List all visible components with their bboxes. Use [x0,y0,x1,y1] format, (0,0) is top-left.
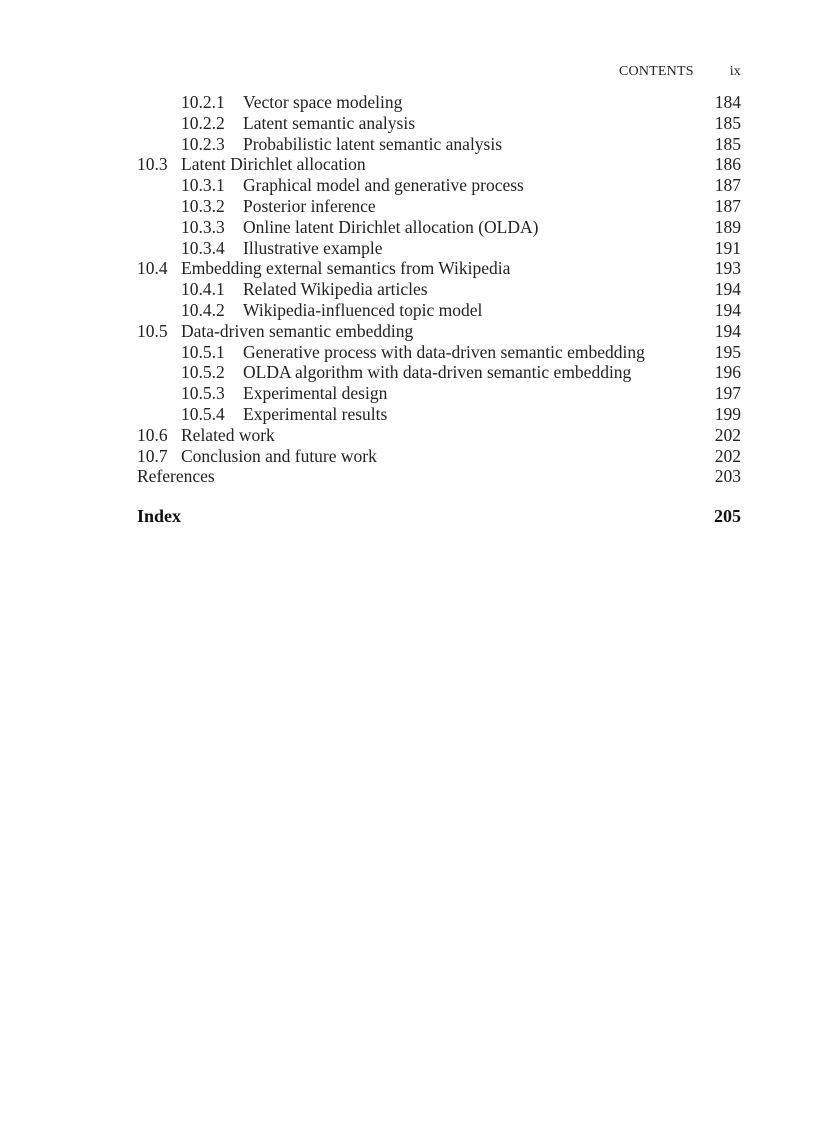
toc-entry-page: 194 [714,279,741,300]
toc-entry-number: 10.5.1 [181,341,225,362]
toc-entry-title: Generative process with data-driven semantic embedding [243,341,645,362]
toc-entry[interactable] [137,134,741,155]
toc-entry[interactable] [137,258,741,279]
toc-entry-title: Illustrative example [243,237,383,258]
toc-entry-page: 203 [714,466,741,487]
toc-entry-title: Related work [181,424,275,445]
toc-entry-page: 184 [714,92,741,112]
toc-entry[interactable] [137,342,741,363]
toc-entry-title: Online latent Dirichlet allocation (OLDA) [243,216,539,237]
toc-entry-page: 195 [714,341,741,362]
toc-entry-page: 185 [714,112,741,133]
toc-entry-index[interactable] [137,505,741,527]
toc-entry-page: 189 [714,216,741,237]
toc-entry-number: 10.2.1 [181,92,225,112]
toc-entry-number: 10.4.1 [181,279,225,300]
toc-entry-number: 10.6 [137,424,168,445]
toc-entry-page: 202 [714,445,741,466]
toc-entry-number: 10.7 [137,445,168,466]
toc-entry-page: 199 [714,403,741,424]
toc-entry[interactable] [137,217,741,238]
toc-entry-title: Vector space modeling [243,92,403,112]
toc-entry-number: 10.3.2 [181,195,225,216]
toc-entry-title: Probabilistic latent semantic analysis [243,133,503,154]
toc-entry-title: Latent semantic analysis [243,112,416,133]
toc-entry-page: 193 [714,258,741,279]
toc-entry[interactable] [137,362,741,383]
toc-entry-title: Posterior inference [243,195,376,216]
toc-entry-title: Latent Dirichlet allocation [181,154,366,175]
toc-entry[interactable] [137,404,741,425]
toc-entry[interactable] [137,238,741,259]
toc-entry-number: 10.2.3 [181,133,225,154]
toc-entry-page: 185 [714,133,741,154]
toc-entry-title: Embedding external semantics from Wikipedia [181,258,511,279]
running-head [137,64,741,84]
toc-entry[interactable] [137,113,741,134]
toc-entry[interactable] [137,92,741,113]
running-head-page-number: ix [729,64,741,79]
toc-entry-page: 196 [714,362,741,383]
toc-entry-page: 194 [714,320,741,341]
toc-entry-number: 10.4 [137,258,168,279]
toc-entry-title: Index [137,506,182,527]
toc-entry-number: 10.3 [137,154,168,175]
toc-entry-title: Experimental design [243,383,388,404]
toc-entry-page: 187 [714,175,741,196]
toc-entry-number: 10.5.4 [181,403,225,424]
toc-entry-title: Conclusion and future work [181,445,377,466]
toc-entry[interactable] [137,175,741,196]
toc-entry[interactable] [137,196,741,217]
toc-entry-title: OLDA algorithm with data-driven semantic embedding [243,362,632,383]
toc-entry-title: Related Wikipedia articles [243,279,428,300]
toc-entry-number: 10.5.2 [181,362,225,383]
toc-entry-number: 10.5 [137,320,168,341]
running-head-title: CONTENTS [618,64,694,79]
toc-entry-title: References [137,466,215,487]
toc-entry-number: 10.5.3 [181,383,225,404]
toc-entry[interactable] [137,279,741,300]
table-of-contents [137,92,741,527]
toc-entry-page: 194 [714,299,741,320]
toc-entry[interactable] [137,425,741,446]
toc-entry[interactable] [137,383,741,404]
toc-entry-title: Data-driven semantic embedding [181,320,414,341]
toc-entry-number: 10.3.3 [181,216,225,237]
toc-entry-page: 205 [714,506,741,527]
toc-entry[interactable] [137,300,741,321]
toc-entry-title: Experimental results [243,403,388,424]
toc-entry-title: Wikipedia-influenced topic model [243,299,483,320]
toc-entry[interactable] [137,466,741,487]
toc-entry-title: Graphical model and generative process [243,175,524,196]
toc-entry[interactable] [137,154,741,175]
toc-entry-page: 197 [714,383,741,404]
toc-entry-page: 187 [714,195,741,216]
toc-entries [137,92,741,487]
toc-entry-page: 186 [714,154,741,175]
toc-entry-number: 10.3.1 [181,175,225,196]
toc-entry-number: 10.2.2 [181,112,225,133]
toc-entry[interactable] [137,446,741,467]
toc-entry[interactable] [137,321,741,342]
toc-entry-page: 191 [714,237,741,258]
toc-entry-number: 10.4.2 [181,299,225,320]
toc-entry-number: 10.3.4 [181,237,225,258]
toc-entry-page: 202 [714,424,741,445]
